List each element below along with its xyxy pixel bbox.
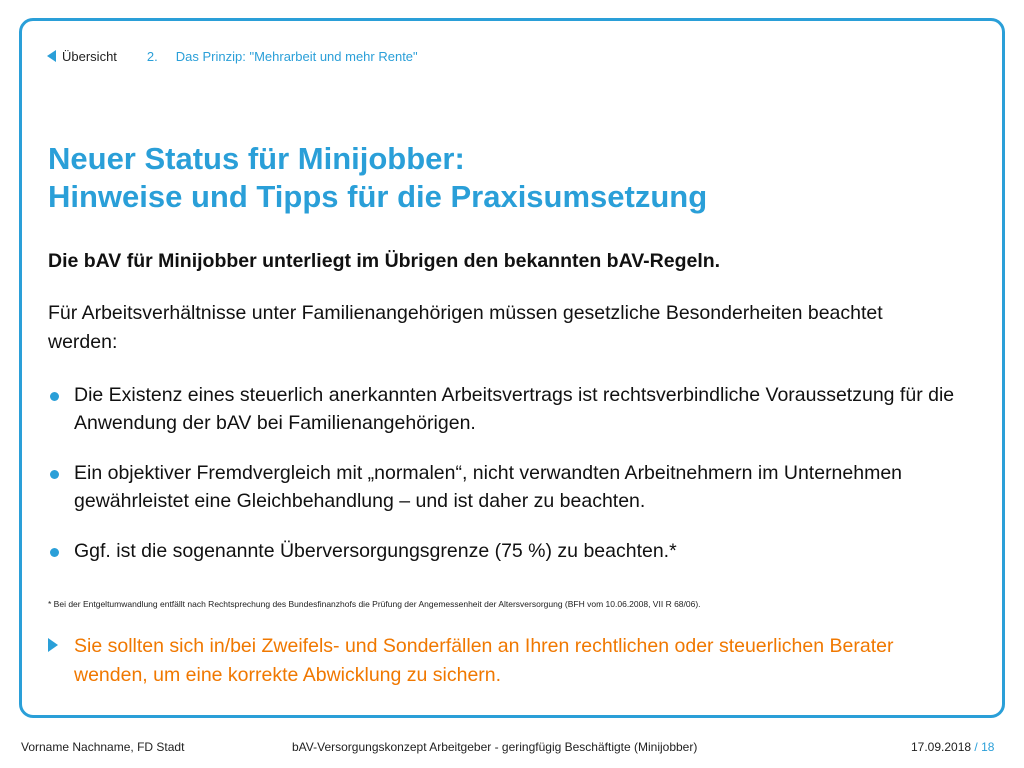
callout-text: Sie sollten sich in/bei Zweifels- und Sonderfällen an Ihren rechtlichen oder steuerlichen Berater wenden, um eine korrekte Abwicklung zu sichern. xyxy=(74,635,894,686)
intro-text: Für Arbeitsverhältnisse unter Familienangehörigen müssen gesetzliche Besonderheiten beachtet werden: xyxy=(48,302,883,353)
page-number: 18 xyxy=(981,740,995,754)
footnote: * Bei der Entgeltumwandlung entfällt nach Rechtsprechung des Bundesfinanzhofs die Prüfung der Angemessenheit der Altersversorgung (BFH vom 10.06.2008, VII R 68/06). xyxy=(48,599,701,609)
list-item xyxy=(48,537,978,565)
back-to-overview-link[interactable] xyxy=(47,49,117,64)
bullet-text: Die Existenz eines steuerlich anerkannten Arbeitsvertrags ist rechtsverbindliche Voraussetzung für die Anwendung der bAV bei Familienangehörigen. xyxy=(74,384,955,434)
bullet-list xyxy=(48,381,978,565)
bullet-dot-icon xyxy=(50,470,59,479)
slide-frame xyxy=(19,18,1005,718)
footer-separator: / xyxy=(974,740,978,754)
bullet-dot-icon xyxy=(50,392,59,401)
footer-document-title: bAV-Versorgungskonzept Arbeitgeber - geringfügig Beschäftigte (Minijobber) xyxy=(292,740,698,754)
back-label[interactable]: Übersicht xyxy=(62,48,117,64)
list-item xyxy=(48,381,978,437)
bullet-text: Ein objektiver Fremdvergleich mit „normalen“, nicht verwandten Arbeitnehmern im Unternehmen gewährleistet eine Gleichbehandlung – und ist daher zu beachten. xyxy=(74,462,903,512)
footer-date: 17.09.2018 xyxy=(911,740,972,754)
list-item xyxy=(48,459,978,515)
bullet-text: Ggf. ist die sogenannte Überversorgungsgrenze (75 %) zu beachten.* xyxy=(74,540,677,562)
bullet-dot-icon xyxy=(50,548,59,557)
title-line-1: Neuer Status für Minijobber: xyxy=(48,141,465,176)
page-title xyxy=(48,140,707,216)
section-title: Das Prinzip: "Mehrarbeit und mehr Rente" xyxy=(175,48,418,64)
footer-date-page xyxy=(911,740,994,754)
advice-callout xyxy=(48,632,948,690)
breadcrumb xyxy=(47,46,418,66)
section-number: 2. xyxy=(146,48,158,64)
footer-author: Vorname Nachname, FD Stadt xyxy=(21,740,185,754)
lead-statement: Die bAV für Minijobber unterliegt im Übrigen den bekannten bAV-Regeln. xyxy=(48,250,721,272)
left-arrow-icon[interactable] xyxy=(47,50,56,62)
right-arrow-icon xyxy=(48,638,58,652)
title-line-2: Hinweise und Tipps für die Praxisumsetzung xyxy=(48,179,708,214)
